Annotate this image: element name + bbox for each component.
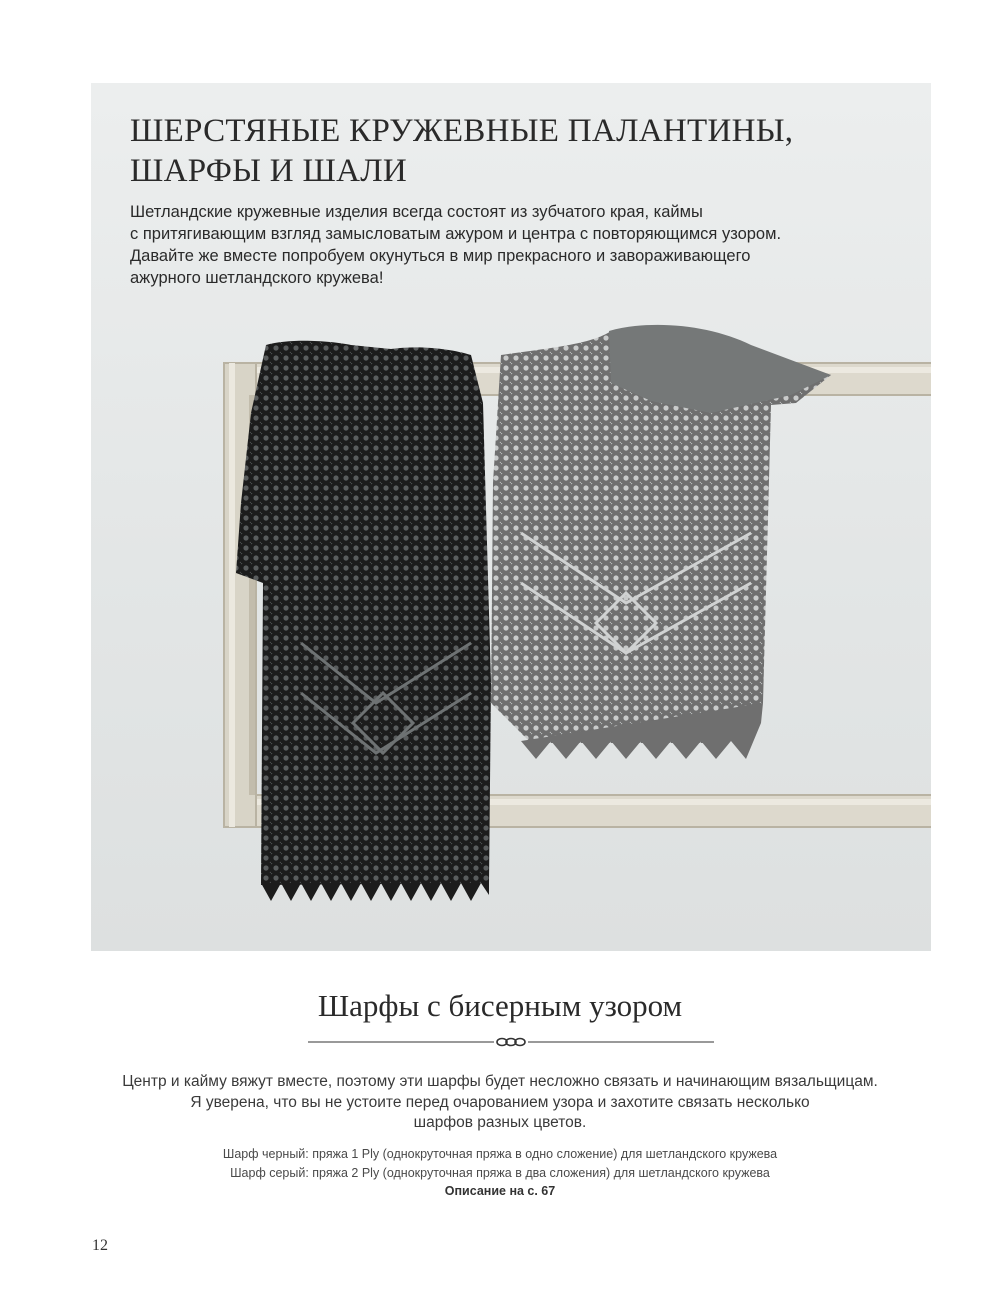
yarn-line-grey: Шарф серый: пряжа 2 Ply (однокруточная пряжа в два сложения) для шетландского кружева (230, 1165, 770, 1180)
section-description (0, 1072, 1000, 1134)
grey-lace-scarf (491, 325, 831, 759)
heading-line: ШАРФЫ И ШАЛИ (130, 153, 408, 189)
yarn-info (0, 1145, 1000, 1201)
scarves-photo (91, 83, 931, 951)
yarn-line-black: Шарф черный: пряжа 1 Ply (однокруточная пряжа в одно сложение) для шетландского кружева (222, 1147, 778, 1161)
ornamental-divider (308, 1034, 714, 1050)
intro-line: ажурного шетландского кружева! (130, 269, 384, 287)
page-number: 12 (92, 1237, 108, 1254)
pattern-reference: Описание на с. 67 (444, 1184, 556, 1198)
intro-line: Шетландские кружевные изделия всегда состоят из зубчатого края, каймы (130, 203, 703, 221)
page-heading (130, 111, 793, 191)
knot-ornament-icon (497, 1039, 525, 1046)
black-lace-scarf (236, 341, 491, 901)
heading-line: ШЕРСТЯНЫЕ КРУЖЕВНЫЕ ПАЛАНТИНЫ, (130, 113, 794, 149)
description-line: Центр и кайму вяжут вместе, поэтому эти шарфы будет несложно связать и начинающим вязальщицам. (122, 1073, 878, 1090)
description-line: шарфов разных цветов. (413, 1114, 587, 1131)
intro-line: с притягивающим взгляд замысловатым ажуром и центра с повторяющимся узором. (130, 225, 782, 243)
intro-paragraph (130, 201, 781, 289)
intro-line: Давайте же вместе попробуем окунуться в мир прекрасного и завораживающего (130, 247, 751, 265)
description-line: Я уверена, что вы не устоите перед очарованием узора и захотите связать несколько (190, 1093, 810, 1111)
section-title: Шарфы с бисерным узором (317, 988, 683, 1023)
